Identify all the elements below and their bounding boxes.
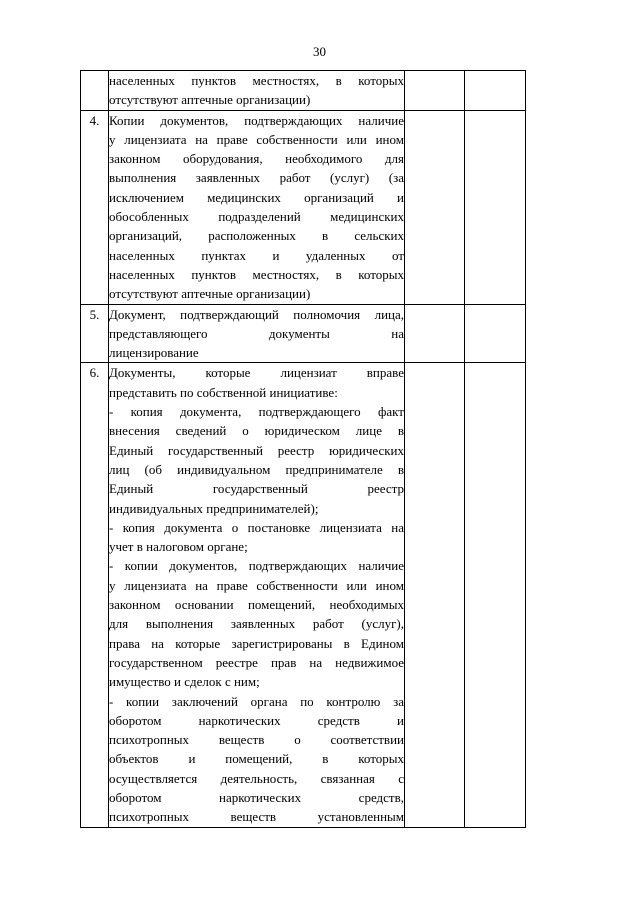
text-line: отсутствуют аптечные организации) [109,286,311,302]
empty-cell-a [405,304,465,363]
text-line: Копии документов, подтверждающих наличие [109,112,404,128]
text-line: психотропных веществ о соответствии [109,732,404,748]
text-line: оборотом наркотических средств, [109,789,404,805]
text-line: - копия документа о постановке лицензиата на [109,519,404,535]
row-number: 4. [81,110,109,304]
empty-cell-b [465,71,526,111]
text-line: Единый государственный реестр [109,481,404,497]
text-line: Единый государственный реестр юридических [109,442,404,458]
text-line: лицензирование [109,345,199,361]
row-description [109,304,405,363]
text-line: для выполнения заявленных работ (услуг), [109,616,404,632]
text-line: - копия документа, подтверждающего факт [109,404,404,420]
text-line: представить по собственной инициативе: [109,384,338,400]
row-description [109,363,405,827]
text-line: Документ, подтверждающий полномочия лица, [109,306,404,322]
empty-cell-a [405,71,465,111]
empty-cell-a [405,363,465,827]
text-line: внесения сведений о юридическом лице в [109,423,404,439]
row-description [109,110,405,304]
row-number: 6. [81,363,109,827]
page-number: 30 [313,44,326,59]
text-line: Документы, которые лицензиат вправе [109,365,404,381]
text-line: отсутствуют аптечные организации) [109,92,311,108]
table-row [81,304,526,363]
row-number [81,71,109,111]
text-line: лиц (об индивидуальном предпринимателе в [109,461,404,477]
text-line: исключением медицинских организаций и [109,189,404,205]
text-line: индивидуальных предпринимателей); [109,500,319,516]
text-line: психотропных веществ установленным [109,809,404,825]
table-body [81,71,526,828]
text-line: имущество и сделок с ним; [109,674,260,690]
table-row [81,363,526,827]
text-line: организаций, расположенных в сельских [109,228,404,244]
text-line: обособленных подразделений медицинских [109,209,404,225]
text-line: законном основании помещений, необходимых [109,597,404,613]
text-line: государственном реестре прав на недвижимое [109,654,404,670]
row-description [109,71,405,111]
empty-cell-a [405,110,465,304]
requirements-table [80,70,526,828]
text-line: права на которые зарегистрированы в Едином [109,635,404,651]
text-line: выполнения заявленных работ (услуг) (за [109,170,404,186]
text-line: населенных пунктах и удаленных от [109,247,404,263]
empty-cell-b [465,363,526,827]
text-line: населенных пунктов местностях, в которых [109,73,404,88]
row-number: 5. [81,304,109,363]
text-line: законном оборудования, необходимого для [109,151,404,167]
text-line: у лицензиата на праве собственности или ином [109,577,404,593]
text-line: учет в налоговом органе; [109,539,248,555]
empty-cell-b [465,110,526,304]
text-line: осуществляется деятельность, связанная с [109,770,404,786]
text-line: оборотом наркотических средств и [109,712,404,728]
table-row [81,110,526,304]
text-line: представляющего документы на [109,325,404,341]
text-line: - копии заключений органа по контролю за [109,693,404,709]
text-line: объектов и помещений, в которых [109,751,404,767]
text-line: - копии документов, подтверждающих наличие [109,558,404,574]
empty-cell-b [465,304,526,363]
table-row [81,71,526,111]
text-line: населенных пунктов местностях, в которых [109,266,404,282]
text-line: у лицензиата на праве собственности или ином [109,131,404,147]
